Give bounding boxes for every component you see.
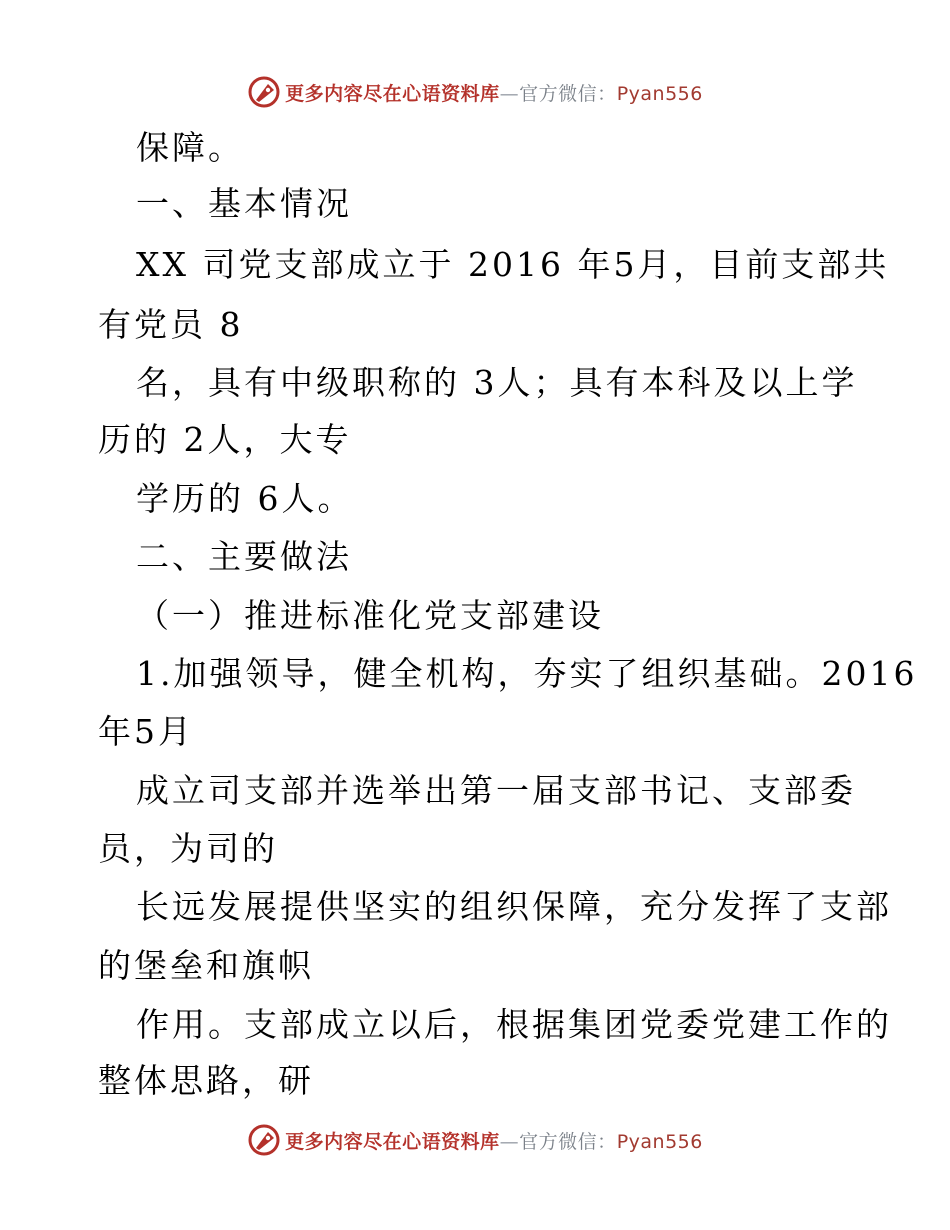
text-line: XX 司党支部成立于 2016 年5月，目前支部共 [136,245,890,284]
text-line: 年5月 [98,712,194,751]
text-line: 作用。支部成立以后，根据集团党委党建工作的 [136,1005,892,1044]
text-line: 长远发展提供坚实的组织保障，充分发挥了支部 [136,887,892,926]
text-line: 有党员 8 [98,305,244,344]
section-heading: 一、基本情况 [136,184,352,223]
text-line: 学历的 6人。 [136,479,354,518]
banner-text [285,79,703,106]
pen-nib-logo-icon [247,75,281,109]
pen-nib-logo-icon [247,1123,281,1157]
banner-separator: — [499,1130,520,1153]
text-line: 的堡垒和旗帜 [98,946,314,985]
text-line: 1.加强领导，健全机构，夯实了组织基础。2016 [136,654,918,693]
text-line: 成立司支部并选举出第一届支部书记、支部委 [136,771,856,810]
banner-title: 更多内容尽在心语资料库 [285,1130,500,1153]
banner-title: 更多内容尽在心语资料库 [285,82,500,105]
banner-text [285,1127,703,1154]
banner-wechat-label: 官方微信： [519,1130,617,1153]
text-line: 名，具有中级职称的 3人；具有本科及以上学 [136,363,858,402]
banner-separator: — [499,82,520,105]
banner-wechat-label: 官方微信： [519,82,617,105]
section-heading: 二、主要做法 [136,537,352,576]
header-banner [0,72,950,112]
text-line: 历的 2人，大专 [98,420,352,459]
text-line: 员，为司的 [98,829,278,868]
banner-wechat-id: Pyan556 [616,82,703,105]
footer-banner [0,1120,950,1160]
text-line: 整体思路，研 [98,1061,314,1100]
banner-wechat-id: Pyan556 [616,1130,703,1153]
text-line: 保障。 [136,128,244,167]
subsection-heading: （一）推进标准化党支部建设 [136,596,604,635]
